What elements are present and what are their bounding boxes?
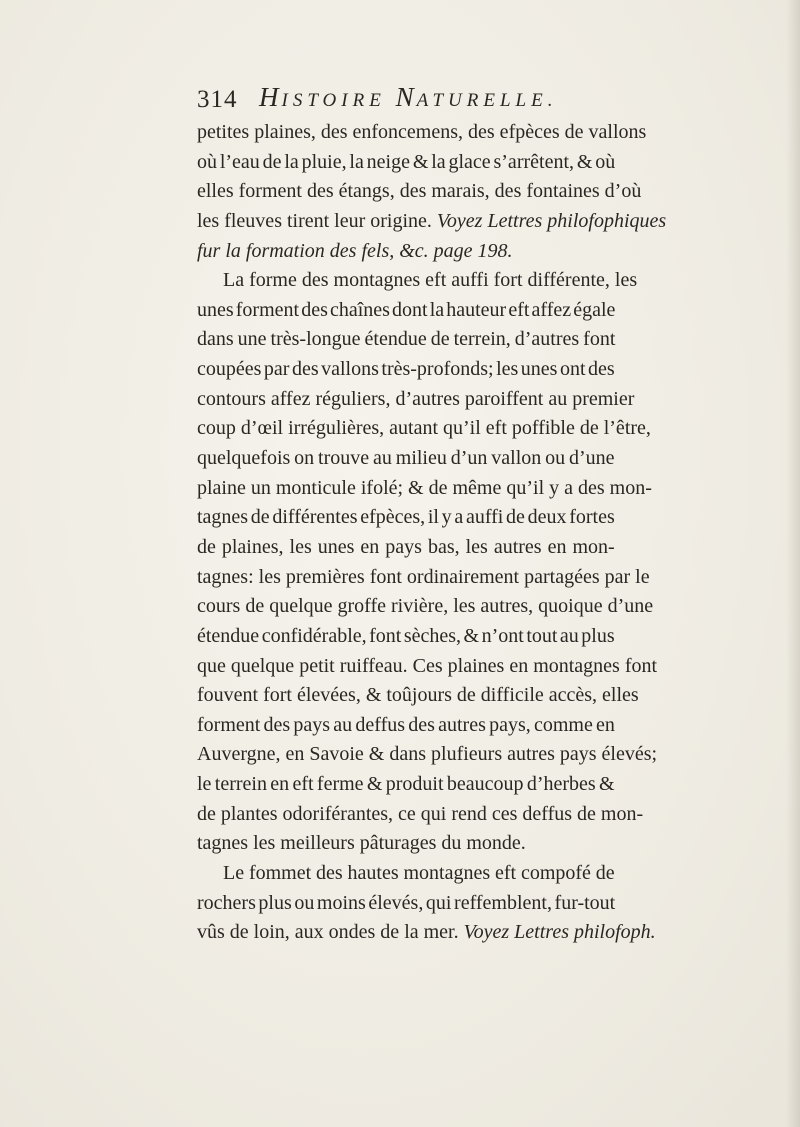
text-segment: La forme des montagnes eft auffi fort différente, les [223, 269, 638, 292]
text-line [197, 503, 615, 533]
text-segment: petites plaines, des enfoncemens, des efpèces de vallons [197, 121, 647, 143]
text-segment: vûs de loin, aux ondes de la mer. [197, 921, 464, 944]
text-line [197, 385, 635, 415]
text-line [197, 355, 615, 385]
text-segment: Auvergne, en Savoie & dans plufieurs autres pays élevés; [197, 743, 658, 766]
text-segment: rochers plus ou moins élevés, qui reffemblent, fur-tout [197, 891, 616, 914]
text-segment: Le fommet des hautes montagnes eft compofé de [223, 862, 615, 885]
text-line [197, 325, 615, 355]
page-number: 314 [197, 86, 238, 113]
text-line [197, 563, 650, 593]
text-line [197, 118, 647, 148]
text-line [197, 622, 615, 652]
text-segment: cours de quelque groffe rivière, les autres, quoique d’une [197, 595, 654, 618]
text-segment: plaine un monticule ifolé; & de même qu’il y a des mon- [197, 476, 652, 499]
text-segment: où l’eau de la pluie, la neige & la glace s’arrêtent, & où [197, 150, 616, 173]
text-line [197, 414, 651, 444]
text-line [197, 207, 667, 237]
text-line [197, 296, 615, 326]
text-segment: de plantes odoriférantes, ce qui rend ces deffus de mon- [197, 802, 644, 825]
text-line [197, 533, 615, 563]
text-line [197, 681, 639, 711]
body-text [197, 118, 667, 948]
text-segment: forment des pays au deffus des autres pays, comme en [197, 713, 615, 736]
title-initial-1: H [259, 82, 282, 112]
text-line [197, 829, 615, 859]
text-segment: fouvent fort élevées, & toûjours de difficile accès, elles [197, 684, 639, 707]
title-initial-2: N [395, 82, 417, 112]
text-line [197, 770, 615, 800]
text-segment: unes forment des chaînes dont la hauteur eft affez égale [197, 298, 616, 321]
text-line [197, 740, 658, 770]
text-segment: coup d’œil irrégulières, autant qu’il eft poffible de l’être, [197, 417, 651, 440]
title-rest-1: ISTOIRE [281, 90, 386, 111]
page-header [197, 82, 617, 118]
text-segment: le terrein en eft ferme & produit beaucoup d’herbes & [197, 773, 615, 796]
text-line [197, 889, 615, 919]
italic-reference: fur la formation des fels, &c. page 198. [197, 239, 513, 262]
italic-reference: Voyez Lettres philofoph. [463, 921, 656, 944]
text-line [197, 652, 658, 682]
text-line [197, 266, 638, 296]
text-segment: que quelque petit ruiffeau. Ces plaines en montagnes font [197, 654, 658, 677]
running-title [259, 82, 557, 113]
text-segment: les fleuves tirent leur origine. [197, 209, 437, 232]
text-line [197, 237, 615, 267]
text-segment: tagnes: les premières font ordinairement partagées par le [197, 565, 650, 588]
text-segment: coupées par des vallons très-profonds; les unes ont des [197, 358, 615, 381]
text-line [197, 148, 615, 178]
text-line [197, 800, 644, 830]
text-segment: étendue confidérable, font sèches, & n’ont tout au plus [197, 624, 615, 647]
text-line [197, 592, 654, 622]
text-segment: tagnes les meilleurs pâturages du monde. [197, 832, 526, 855]
text-segment: quelquefois on trouve au milieu d’un vallon ou d’une [197, 447, 615, 470]
text-line [197, 918, 656, 948]
italic-reference: Voyez Lettres philofophiques [436, 209, 667, 232]
text-line [197, 711, 615, 741]
text-segment: dans une très-longue étendue de terrein, d’autres font [197, 328, 616, 351]
text-line [197, 474, 652, 504]
page-edge-shadow [786, 0, 800, 1127]
text-segment: de plaines, les unes en pays bas, les autres en mon- [197, 535, 615, 558]
text-segment: tagnes de différentes efpèces, il y a auffi de deux fortes [197, 506, 615, 529]
text-line [197, 859, 615, 889]
text-line [197, 177, 642, 207]
text-segment: contours affez réguliers, d’autres paroiffent au premier [197, 387, 635, 410]
text-segment: elles forment des étangs, des marais, des fontaines d’où [197, 180, 642, 203]
text-line [197, 444, 615, 474]
title-rest-2: ATURELLE. [416, 90, 558, 111]
